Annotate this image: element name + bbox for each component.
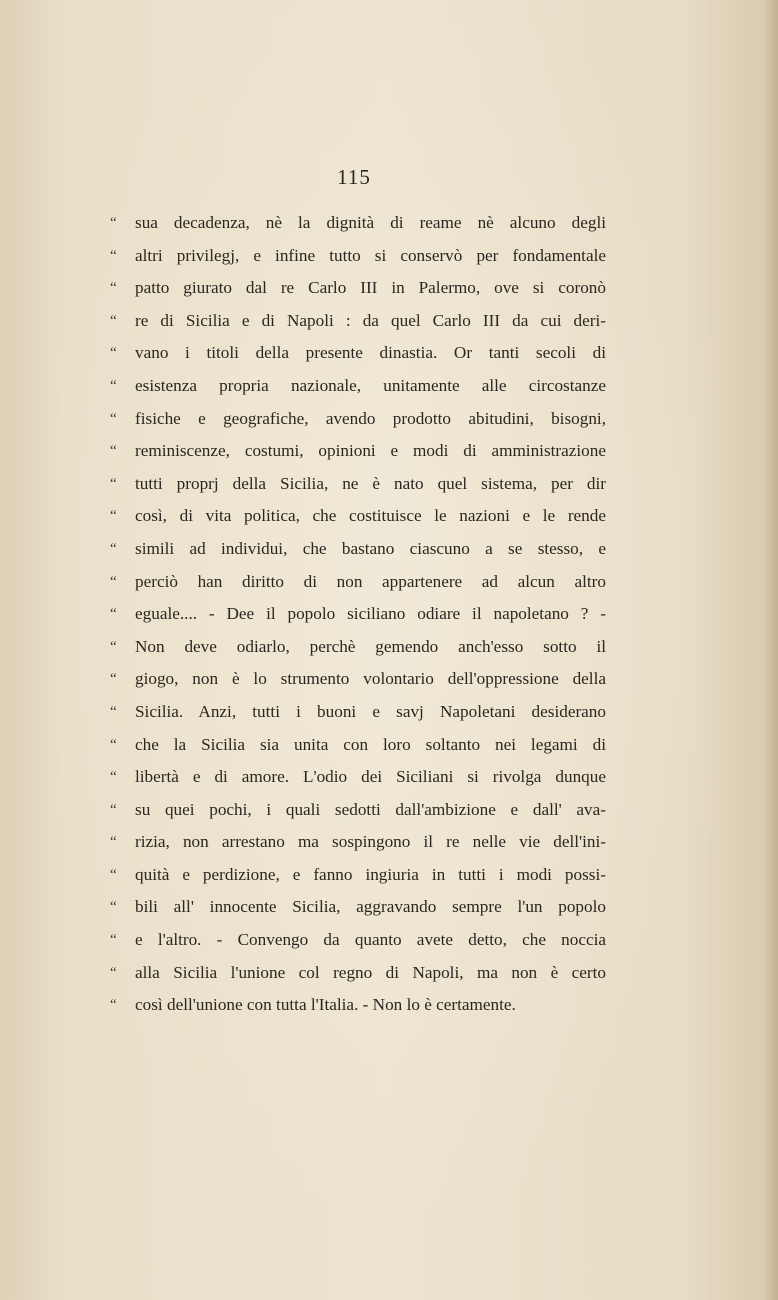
line-text: Sicilia. Anzi, tutti i buoni e savj Napoletani desiderano	[135, 701, 606, 721]
line-text: su quei pochi, i quali sedotti dall'ambizione e dall' ava-	[135, 799, 606, 819]
text-line	[110, 533, 606, 566]
text-line	[110, 272, 606, 305]
quotation-mark: “	[110, 866, 117, 883]
line-text: Non deve odiarlo, perchè gemendo anch'esso sotto il	[135, 636, 606, 656]
quotation-mark: “	[110, 606, 117, 623]
text-line	[110, 891, 606, 924]
quotation-mark: “	[110, 769, 117, 786]
quotation-mark: “	[110, 345, 117, 362]
quotation-mark: “	[110, 573, 117, 590]
text-line	[110, 924, 606, 957]
line-text: fisiche e geografiche, avendo prodotto abitudini, bisogni,	[135, 408, 606, 428]
body-text	[110, 207, 606, 1022]
line-text: che la Sicilia sia unita con loro soltanto nei legami di	[135, 734, 606, 754]
quotation-mark: “	[110, 280, 117, 297]
text-line	[110, 696, 606, 729]
quotation-mark: “	[110, 703, 117, 720]
line-text: re di Sicilia e di Napoli : da quel Carlo III da cui deri-	[135, 310, 606, 330]
text-line	[110, 859, 606, 892]
quotation-mark: “	[110, 410, 117, 427]
line-text: tutti proprj della Sicilia, ne è nato quel sistema, per dir	[135, 473, 606, 493]
text-line	[110, 500, 606, 533]
line-text: sua decadenza, nè la dignità di reame nè alcuno degli	[135, 213, 606, 232]
quotation-mark: “	[110, 638, 117, 655]
line-text: reminiscenze, costumi, opinioni e modi di amministrazione	[135, 441, 606, 461]
text-line	[110, 240, 606, 273]
page-number: 115	[337, 165, 371, 189]
text-line	[110, 598, 606, 631]
line-text: esistenza propria nazionale, unitamente alle circostanze	[135, 375, 606, 395]
line-text: eguale.... - Dee il popolo siciliano odiare il napoletano ? -	[135, 604, 606, 624]
quotation-mark: “	[110, 377, 117, 394]
text-line	[110, 370, 606, 403]
quotation-mark: “	[110, 671, 117, 688]
line-text: vano i titoli della presente dinastia. Or tanti secoli di	[135, 343, 606, 363]
quotation-mark: “	[110, 736, 117, 753]
text-line	[110, 663, 606, 696]
quotation-mark: “	[110, 443, 117, 460]
line-text: giogo, non è lo strumento volontario dell'oppressione della	[135, 669, 606, 689]
quotation-mark: “	[110, 312, 117, 329]
quotation-mark: “	[110, 932, 117, 949]
line-text: così, di vita politica, che costituisce le nazioni e le rende	[135, 506, 606, 526]
quotation-mark: “	[110, 215, 117, 231]
quotation-mark: “	[110, 508, 117, 525]
line-text: perciò han diritto di non appartenere ad alcun altro	[135, 571, 606, 591]
quotation-mark: “	[110, 834, 117, 851]
line-text: simili ad individui, che bastano ciascuno a se stesso, e	[135, 538, 606, 558]
page-edge-shadow	[764, 0, 778, 1300]
quotation-mark: “	[110, 247, 117, 264]
text-line	[110, 761, 606, 794]
line-text: e l'altro. - Convengo da quanto avete detto, che noccia	[135, 930, 606, 950]
line-text: così dell'unione con tutta l'Italia. - Non lo è certamente.	[135, 995, 516, 1015]
text-line	[110, 989, 606, 1022]
quotation-mark: “	[110, 964, 117, 981]
text-line	[110, 435, 606, 468]
line-text: quità e perdizione, e fanno ingiuria in tutti i modi possi-	[135, 864, 606, 884]
line-text: libertà e di amore. L'odio dei Siciliani si rivolga dunque	[135, 767, 606, 787]
text-line	[110, 566, 606, 599]
text-line	[110, 305, 606, 338]
text-line	[110, 794, 606, 827]
quotation-mark: “	[110, 540, 117, 557]
line-text: altri privilegj, e infine tutto si conservò per fondamentale	[135, 245, 606, 265]
text-line	[110, 337, 606, 370]
text-line	[110, 826, 606, 859]
quotation-mark: “	[110, 801, 117, 818]
line-text: rizia, non arrestano ma sospingono il re nelle vie dell'ini-	[135, 832, 606, 852]
text-line	[110, 631, 606, 664]
quotation-mark: “	[110, 899, 117, 916]
text-line	[110, 468, 606, 501]
line-text: alla Sicilia l'unione col regno di Napoli, ma non è certo	[135, 962, 606, 982]
text-line	[110, 207, 606, 240]
text-line	[110, 957, 606, 990]
text-line	[110, 729, 606, 762]
quotation-mark: “	[110, 475, 117, 492]
quotation-mark: “	[110, 997, 117, 1014]
text-line	[110, 403, 606, 436]
line-text: bili all' innocente Sicilia, aggravando sempre l'un popolo	[135, 897, 606, 917]
line-text: patto giurato dal re Carlo III in Palermo, ove si coronò	[135, 278, 606, 298]
